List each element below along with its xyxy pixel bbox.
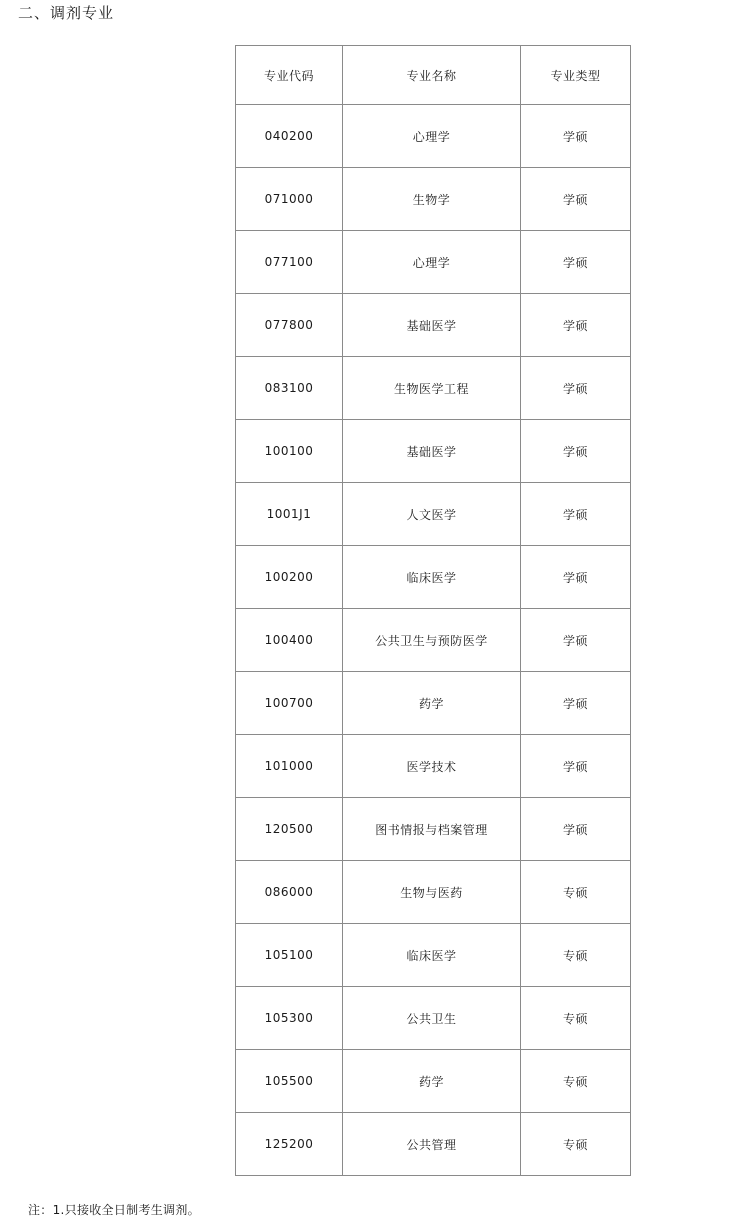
table-row: [236, 609, 631, 672]
cell-major-type: 专硕: [521, 861, 631, 924]
table-row: [236, 798, 631, 861]
table-row: [236, 546, 631, 609]
cell-major-name: 医学技术: [343, 735, 521, 798]
table-row: [236, 168, 631, 231]
table-row: [236, 861, 631, 924]
cell-major-type: 学硕: [521, 231, 631, 294]
cell-major-name: 生物与医药: [343, 861, 521, 924]
table-row: [236, 483, 631, 546]
cell-major-name: 药学: [343, 672, 521, 735]
cell-major-name: 公共管理: [343, 1113, 521, 1176]
cell-major-type: 学硕: [521, 546, 631, 609]
cell-major-code: 120500: [236, 798, 343, 861]
cell-major-code: 105500: [236, 1050, 343, 1113]
table-row: [236, 924, 631, 987]
cell-major-code: 083100: [236, 357, 343, 420]
table-row: [236, 1113, 631, 1176]
cell-major-code: 077100: [236, 231, 343, 294]
table-header-row: [236, 46, 631, 105]
cell-major-code: 125200: [236, 1113, 343, 1176]
column-header-name: 专业名称: [343, 46, 521, 105]
cell-major-type: 学硕: [521, 672, 631, 735]
cell-major-name: 图书情报与档案管理: [343, 798, 521, 861]
cell-major-type: 学硕: [521, 105, 631, 168]
cell-major-name: 人文医学: [343, 483, 521, 546]
cell-major-type: 学硕: [521, 483, 631, 546]
table-row: [236, 1050, 631, 1113]
cell-major-code: 100700: [236, 672, 343, 735]
cell-major-code: 071000: [236, 168, 343, 231]
cell-major-code: 105300: [236, 987, 343, 1050]
cell-major-code: 100400: [236, 609, 343, 672]
cell-major-code: 077800: [236, 294, 343, 357]
cell-major-code: 100100: [236, 420, 343, 483]
cell-major-name: 基础医学: [343, 420, 521, 483]
table-body: [236, 105, 631, 1176]
cell-major-code: 101000: [236, 735, 343, 798]
table-header: [236, 46, 631, 105]
cell-major-type: 专硕: [521, 1113, 631, 1176]
cell-major-type: 学硕: [521, 168, 631, 231]
cell-major-name: 临床医学: [343, 924, 521, 987]
table-row: [236, 231, 631, 294]
cell-major-type: 专硕: [521, 924, 631, 987]
cell-major-name: 公共卫生: [343, 987, 521, 1050]
table-row: [236, 357, 631, 420]
cell-major-code: 100200: [236, 546, 343, 609]
major-table: [235, 45, 631, 1176]
table-row: [236, 735, 631, 798]
cell-major-type: 学硕: [521, 357, 631, 420]
cell-major-type: 专硕: [521, 987, 631, 1050]
cell-major-name: 公共卫生与预防医学: [343, 609, 521, 672]
cell-major-type: 专硕: [521, 1050, 631, 1113]
cell-major-name: 基础医学: [343, 294, 521, 357]
cell-major-code: 1001J1: [236, 483, 343, 546]
cell-major-name: 心理学: [343, 231, 521, 294]
table-row: [236, 672, 631, 735]
table-row: [236, 294, 631, 357]
column-header-code: 专业代码: [236, 46, 343, 105]
cell-major-code: 040200: [236, 105, 343, 168]
cell-major-type: 学硕: [521, 735, 631, 798]
cell-major-type: 学硕: [521, 420, 631, 483]
table-row: [236, 105, 631, 168]
cell-major-code: 105100: [236, 924, 343, 987]
table-row: [236, 987, 631, 1050]
cell-major-code: 086000: [236, 861, 343, 924]
table-row: [236, 420, 631, 483]
cell-major-name: 生物学: [343, 168, 521, 231]
cell-major-type: 学硕: [521, 798, 631, 861]
cell-major-type: 学硕: [521, 294, 631, 357]
cell-major-name: 生物医学工程: [343, 357, 521, 420]
section-title: 二、调剂专业: [18, 4, 115, 22]
major-table-container: [235, 45, 630, 1176]
cell-major-name: 临床医学: [343, 546, 521, 609]
footnote: 注：1.只接收全日制考生调剂。: [28, 1203, 200, 1217]
cell-major-name: 药学: [343, 1050, 521, 1113]
cell-major-type: 学硕: [521, 609, 631, 672]
column-header-type: 专业类型: [521, 46, 631, 105]
cell-major-name: 心理学: [343, 105, 521, 168]
